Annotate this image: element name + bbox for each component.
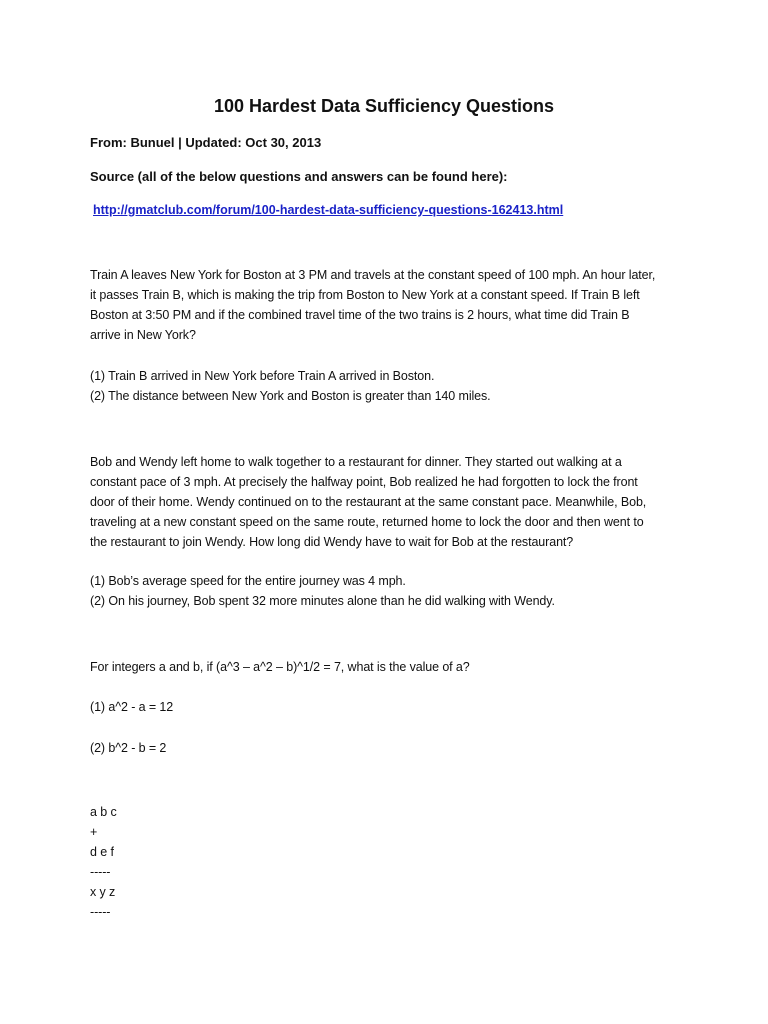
question-1-statement-1: (1) Train B arrived in New York before Train A arrived in Boston. (90, 369, 435, 383)
question-3-statement-1-text: (1) a^2 - a = 12 (90, 700, 174, 714)
question-1-line: it passes Train B, which is making the trip from Boston to New York at a constant speed. If Train B left (90, 288, 640, 302)
question-1-statement-2: (2) The distance between New York and Boston is greater than 140 miles. (90, 389, 491, 403)
addition-line: a b c (90, 805, 117, 819)
source-note: Source (all of the below questions and answers can be found here): (90, 169, 508, 184)
question-3-line: For integers a and b, if (a^3 – a^2 – b)^1/2 = 7, what is the value of a? (90, 660, 470, 674)
question-2-line: door of their home. Wendy continued on to the restaurant at the same constant pace. Meanwhile, Bob, (90, 495, 647, 509)
question-1-line: arrive in New York? (90, 328, 196, 342)
question-2-line: the restaurant to join Wendy. How long did Wendy have to wait for Bob at the restaurant? (90, 535, 574, 549)
question-2-statement-2: (2) On his journey, Bob spent 32 more minutes alone than he did walking with Wendy. (90, 594, 555, 608)
question-2-statements (90, 571, 694, 611)
addition-line: ----- (90, 905, 111, 919)
addition-line: + (90, 825, 98, 839)
question-2-line: constant pace of 3 mph. At precisely the halfway point, Bob realized he had forgotten to lock the front (90, 475, 638, 489)
question-3-statement-2 (90, 738, 694, 758)
question-3-text (90, 657, 694, 677)
addition-line: d e f (90, 845, 114, 859)
author-date-line: From: Bunuel | Updated: Oct 30, 2013 (90, 135, 322, 150)
question-2-text (90, 452, 694, 552)
source-link[interactable]: http://gmatclub.com/forum/100-hardest-data-sufficiency-questions-162413.html (93, 203, 564, 217)
question-2-line: traveling at a new constant speed on the same route, returned home to lock the door and then went to (90, 515, 644, 529)
question-3-statement-1 (90, 697, 694, 717)
question-1-text (90, 265, 694, 345)
question-1-line: Boston at 3:50 PM and if the combined travel time of the two trains is 2 hours, what time did Train B (90, 308, 630, 322)
question-3-statement-2-text: (2) b^2 - b = 2 (90, 741, 167, 755)
question-2-line: Bob and Wendy left home to walk together to a restaurant for dinner. They started out walking at a (90, 455, 622, 469)
question-1-line: Train A leaves New York for Boston at 3 PM and travels at the constant speed of 100 mph. An hour later, (90, 268, 656, 282)
question-2-statement-1: (1) Bob’s average speed for the entire journey was 4 mph. (90, 574, 406, 588)
addition-line: ----- (90, 865, 111, 879)
document-title: 100 Hardest Data Sufficiency Questions (213, 96, 555, 116)
question-4-addition (90, 802, 694, 922)
question-1-statements (90, 366, 694, 406)
addition-line: x y z (90, 885, 116, 899)
